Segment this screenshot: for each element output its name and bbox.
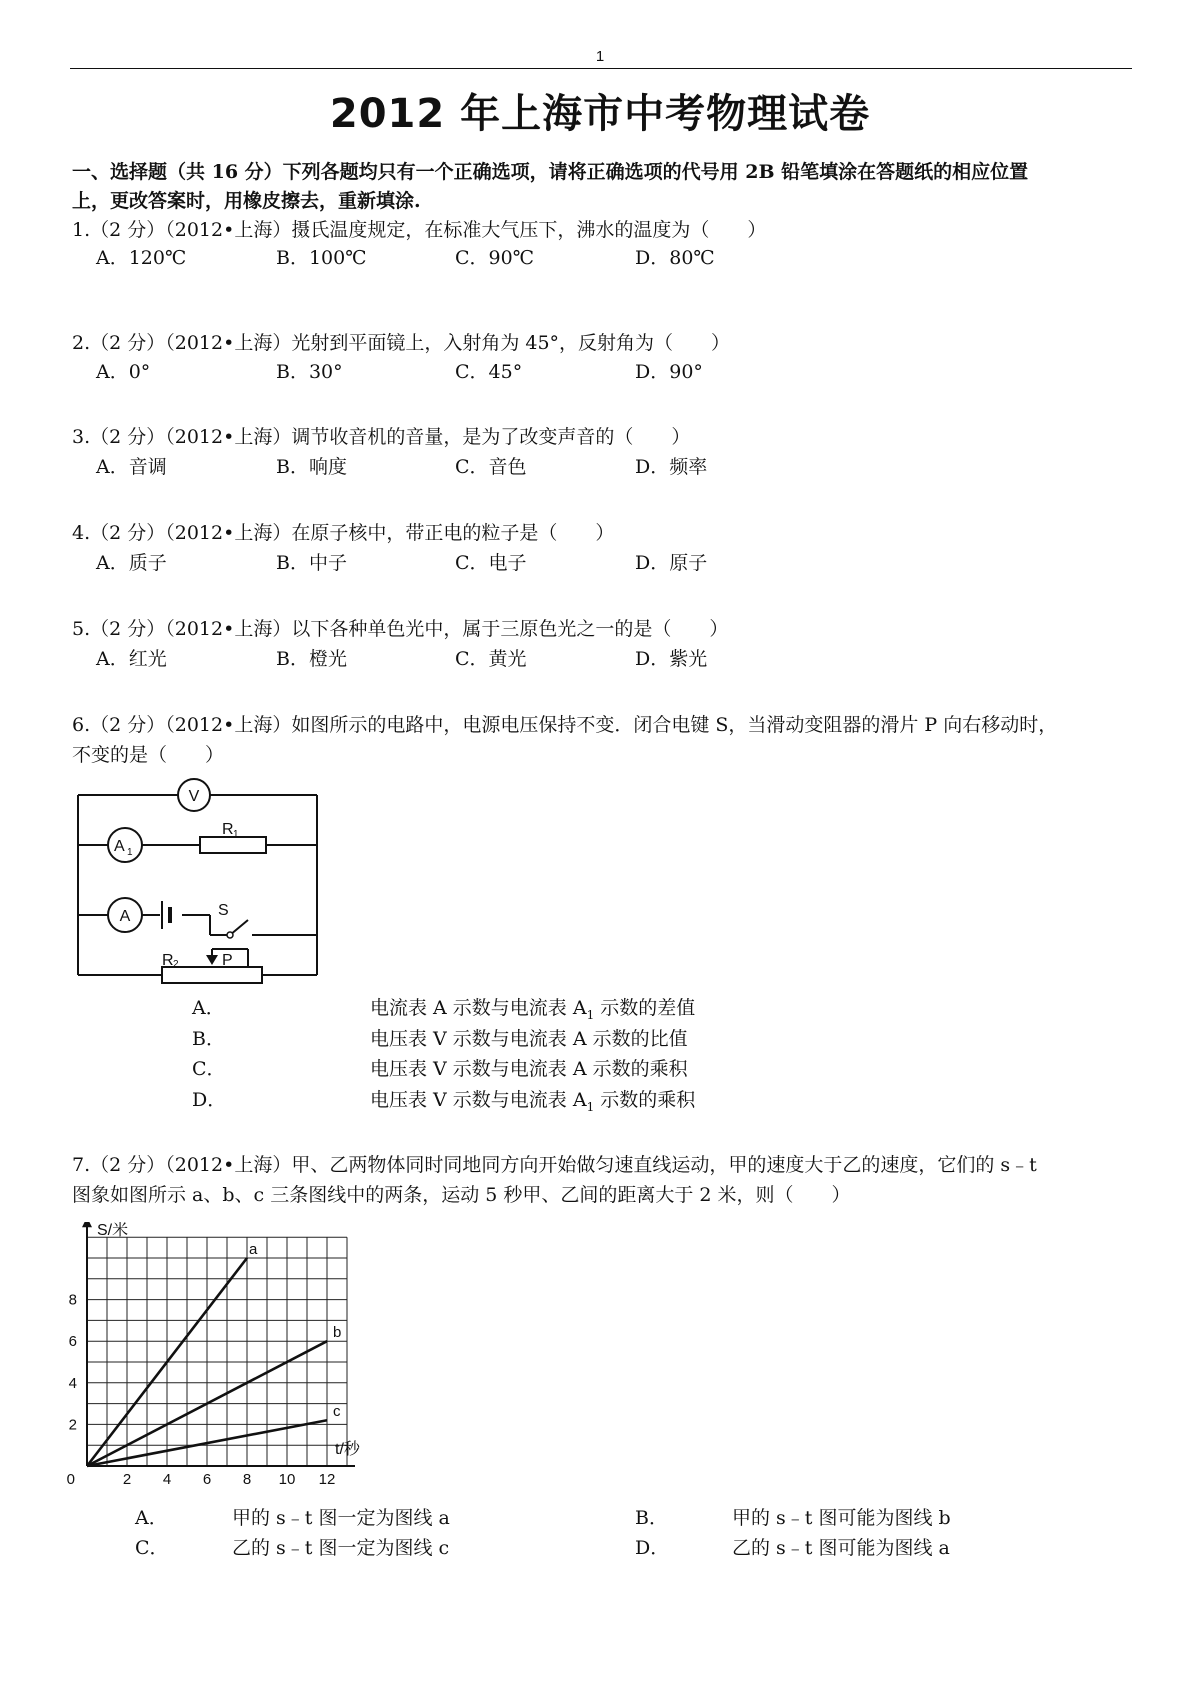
x-tick-label: 10 (278, 1471, 296, 1487)
question-7-option-a-letter[interactable]: A． (135, 1507, 168, 1529)
question-5-option-c[interactable]: C．黄光 (455, 648, 527, 670)
question-4-option-b[interactable]: B．中子 (276, 552, 347, 574)
resistor-r1-subscript: 1 (233, 829, 239, 840)
question-4-option-d[interactable]: D．原子 (635, 552, 708, 574)
question-7-option-c-letter[interactable]: C． (135, 1537, 169, 1559)
question-6-option-a-letter[interactable]: A． (192, 997, 225, 1019)
switch-icon (227, 932, 233, 938)
question-4-option-a[interactable]: A．质子 (96, 552, 167, 574)
rheostat-r2-label: R (162, 952, 174, 969)
question-2-option-c[interactable]: C．45° (455, 361, 523, 383)
question-3-stem: 3.（2 分）（2012•上海）调节收音机的音量，是为了改变声音的（ ） (72, 426, 691, 448)
x-tick-label: 4 (162, 1471, 172, 1487)
page-title: 2012 年上海市中考物理试卷 (329, 91, 871, 137)
question-6-stem-line2: 不变的是（ ） (72, 744, 225, 766)
y-tick-label: 2 (68, 1416, 77, 1434)
question-6-option-d-letter[interactable]: D． (192, 1089, 227, 1111)
section-instructions-line2: 上，更改答案时，用橡皮擦去，重新填涂. (72, 190, 421, 212)
question-3-option-a[interactable]: A．音调 (96, 456, 167, 478)
question-2-option-b[interactable]: B．30° (276, 361, 343, 383)
switch-s-label: S (218, 902, 229, 919)
question-1-option-d[interactable]: D．80℃ (635, 247, 715, 269)
x-tick-label: 8 (242, 1471, 252, 1487)
series-label-c: c (333, 1403, 341, 1421)
question-5-stem: 5.（2 分）（2012•上海）以下各种单色光中，属于三原色光之一的是（ ） (72, 618, 729, 640)
question-1-option-a[interactable]: A．120℃ (96, 247, 187, 269)
battery-icon (162, 901, 170, 929)
question-3-option-c[interactable]: C．音色 (455, 456, 527, 478)
question-6-option-b-letter[interactable]: B． (192, 1028, 225, 1050)
ammeter-a1-label: A (114, 838, 125, 855)
x-tick-label: 6 (202, 1471, 212, 1487)
question-6-option-a-text[interactable]: 电流表 A 示数与电流表 $A_1$ 示数的差值 (370, 997, 696, 1022)
header-rule (70, 68, 1132, 69)
question-5-option-b[interactable]: B．橙光 (276, 648, 347, 670)
question-7-stem-line2: 图象如图所示 a、b、c 三条图线中的两条，运动 5 秒甲、乙间的距离大于 2 米，则（ ） (72, 1184, 851, 1206)
st-graph (65, 1222, 405, 1487)
question-1-option-b[interactable]: B．100℃ (276, 247, 367, 269)
question-6-option-c-text[interactable]: 电压表 V 示数与电流表 A 示数的乘积 (370, 1058, 688, 1080)
question-7-stem-line1: 7.（2 分）（2012•上海）甲、乙两物体同时同地同方向开始做匀速直线运动，甲的速度大于乙的速度，它们的 s﹣t (72, 1154, 1037, 1176)
slider-p-label: P (222, 952, 233, 969)
question-7-option-a-text[interactable]: 甲的 s﹣t 图一定为图线 a (232, 1507, 450, 1529)
voltmeter-label: V (188, 788, 200, 805)
question-1-option-c[interactable]: C．90℃ (455, 247, 534, 269)
question-3-option-d[interactable]: D．频率 (635, 456, 708, 478)
y-tick-label: 4 (68, 1374, 77, 1392)
question-2-option-a[interactable]: A．0° (96, 361, 151, 383)
question-7-option-b-letter[interactable]: B． (635, 1507, 668, 1529)
question-7-option-d-text[interactable]: 乙的 s﹣t 图可能为图线 a (732, 1537, 950, 1559)
question-4-stem: 4.（2 分）（2012•上海）在原子核中，带正电的粒子是（ ） (72, 522, 615, 544)
circuit-diagram (70, 775, 330, 985)
section-instructions-line1: 一、选择题（共 16 分）下列各题均只有一个正确选项，请将正确选项的代号用 2B 铅笔填涂在答题纸的相应位置 (72, 161, 1029, 183)
series-label-b: b (333, 1324, 342, 1342)
question-2-stem: 2.（2 分）（2012•上海）光射到平面镜上，入射角为 45°，反射角为（ ） (72, 332, 731, 354)
question-6-option-c-letter[interactable]: C． (192, 1058, 226, 1080)
slider-arrow-icon (206, 955, 218, 965)
question-1-stem: 1.（2 分）（2012•上海）摄氏温度规定，在标准大气压下，沸水的温度为（ ） (72, 219, 767, 241)
question-4-option-c[interactable]: C．电子 (455, 552, 527, 574)
chart-axes (82, 1222, 355, 1466)
question-7-option-b-text[interactable]: 甲的 s﹣t 图可能为图线 b (732, 1507, 951, 1529)
y-tick-label: 6 (68, 1333, 77, 1351)
x-axis-label: t/秒 (335, 1441, 360, 1458)
resistor-r1-label: R (222, 821, 234, 838)
y-axis-label: S/米 (97, 1222, 129, 1240)
question-7-option-d-letter[interactable]: D． (635, 1537, 670, 1559)
page-number: 1 (595, 48, 605, 65)
question-5-option-d[interactable]: D．紫光 (635, 648, 708, 670)
question-2-option-d[interactable]: D．90° (635, 361, 703, 383)
series-label-a: a (249, 1241, 258, 1258)
question-6-option-b-text[interactable]: 电压表 V 示数与电流表 A 示数的比值 (370, 1028, 688, 1050)
question-6-stem-line1: 6.（2 分）（2012•上海）如图所示的电路中，电源电压保持不变．闭合电键 S，当滑动变阻器的滑片 P 向右移动时， (72, 714, 1058, 736)
ammeter-a1-subscript: 1 (127, 847, 133, 858)
question-5-option-a[interactable]: A．红光 (96, 648, 167, 670)
origin-label: 0 (66, 1471, 75, 1487)
y-tick-label: 8 (68, 1291, 77, 1309)
x-tick-label: 12 (318, 1471, 336, 1487)
y-axis-arrow-icon (82, 1222, 92, 1227)
x-tick-label: 2 (122, 1471, 132, 1487)
question-3-option-b[interactable]: B．响度 (276, 456, 347, 478)
question-7-option-c-text[interactable]: 乙的 s﹣t 图一定为图线 c (232, 1537, 450, 1559)
ammeter-a-label: A (119, 908, 131, 925)
rheostat-r2-subscript: 2 (173, 959, 179, 970)
question-6-option-d-text[interactable]: 电压表 V 示数与电流表 $A_1$ 示数的乘积 (370, 1089, 696, 1114)
